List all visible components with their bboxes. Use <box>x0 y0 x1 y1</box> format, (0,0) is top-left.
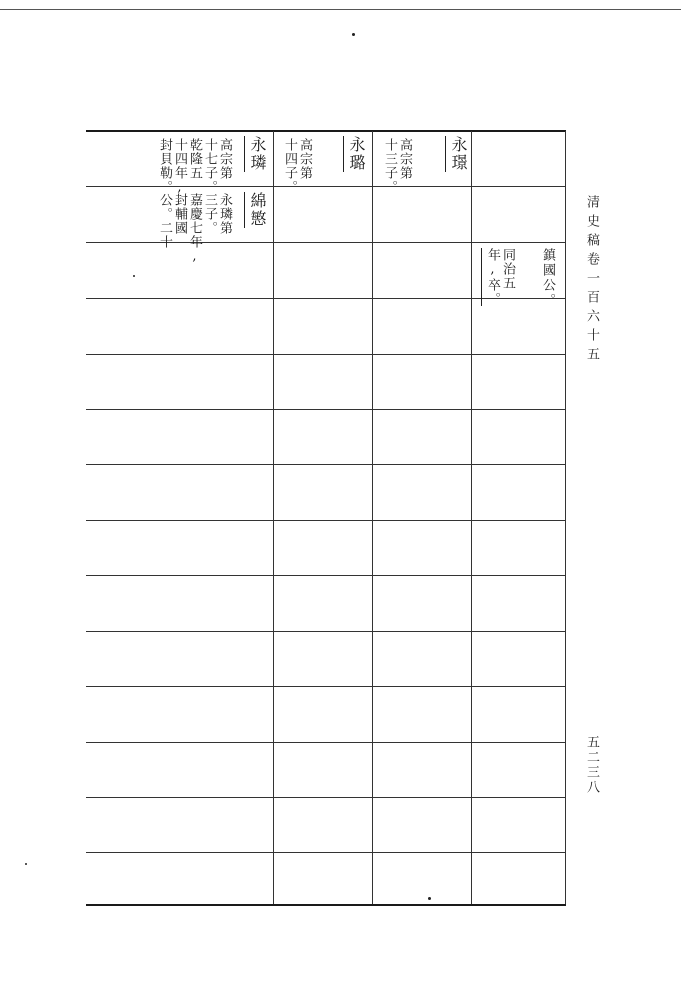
column-divider <box>565 131 566 904</box>
entry-title-zhenguogong: 鎮國公。 <box>540 248 555 308</box>
column-divider <box>273 131 274 904</box>
entry-name-mianmin: 綿慜 <box>244 192 266 228</box>
row-divider <box>86 852 566 853</box>
page-number: 五二三八 <box>584 735 599 795</box>
speck-mark <box>25 863 27 865</box>
entry-name-yonglu: 永璐 <box>343 136 365 172</box>
entry-desc-zhenguogong: 同治五 年,卒。 <box>481 248 515 306</box>
row-divider <box>86 464 566 465</box>
speck-mark <box>428 897 431 900</box>
side-title: 清史稿卷一百六十五 <box>584 195 599 366</box>
entry-desc-mianmin: 永璘第 三子。 嘉慶七年, 封輔國 公。二十 <box>157 193 232 265</box>
entry-desc-yonglu: 高宗第 十四子。 <box>282 138 312 194</box>
row-divider <box>86 797 566 798</box>
row-divider <box>86 409 566 410</box>
table-top-rule <box>86 130 566 132</box>
column-divider <box>372 131 373 904</box>
row-divider <box>86 686 566 687</box>
speck-mark <box>133 275 135 277</box>
entry-desc-yonglin: 高宗第 十七子。 乾隆五 十四年, 封貝勒。 <box>157 138 232 196</box>
entry-name-yonghuan: 永璟 <box>445 136 467 172</box>
speck-mark <box>352 33 355 36</box>
row-divider <box>86 742 566 743</box>
entry-name-yonglin: 永璘 <box>244 136 266 172</box>
row-divider <box>86 520 566 521</box>
column-divider <box>471 131 472 904</box>
row-divider <box>86 354 566 355</box>
table-bottom-rule <box>86 904 566 906</box>
top-border-line <box>0 9 681 10</box>
row-divider <box>86 575 566 576</box>
entry-desc-yonghuan: 高宗第 十三子。 <box>382 138 412 194</box>
row-divider <box>86 631 566 632</box>
